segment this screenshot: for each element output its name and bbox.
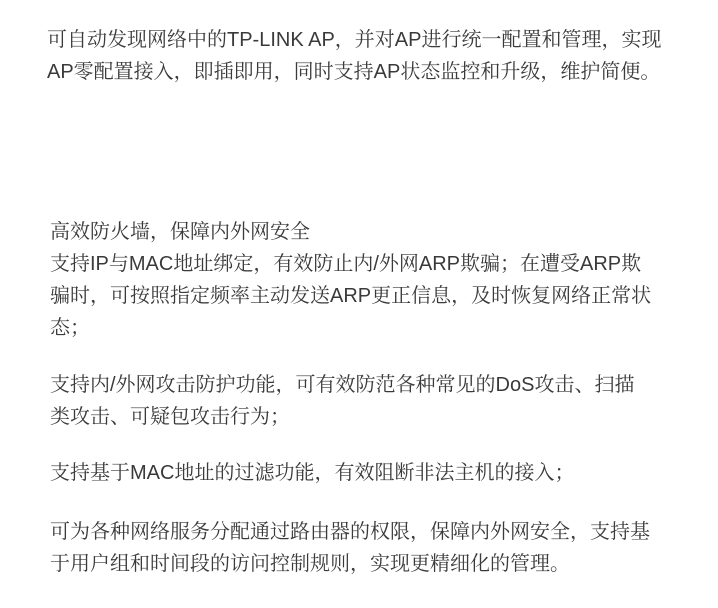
paragraph-firewall-section: [50, 216, 680, 344]
text-line: 支持基于MAC地址的过滤功能，有效阻断非法主机的接入；: [50, 462, 575, 484]
paragraph-attack-protection: [50, 369, 680, 433]
text-line: 支持内/外网攻击防护功能，可有效防范各种常见的DoS攻击、扫描: [50, 374, 635, 396]
text-line: 支持IP与MAC地址绑定，有效防止内/外网ARP欺骗；在遭受ARP欺: [50, 253, 642, 275]
text-line: 于用户组和时间段的访问控制规则，实现更精细化的管理。: [50, 553, 570, 575]
text-line: AP零配置接入，即插即用，同时支持AP状态监控和升级，维护简便。: [47, 61, 661, 83]
text-line: 骗时，可按照指定频率主动发送ARP更正信息，及时恢复网络正常状: [50, 285, 652, 307]
text-line: 可为各种网络服务分配通过路由器的权限，保障内外网安全，支持基: [50, 521, 650, 543]
paragraph-access-control: [50, 516, 680, 580]
paragraph-ap-management: [47, 0, 680, 88]
paragraph-mac-filter: [50, 457, 680, 489]
text-line: 态；: [50, 317, 90, 339]
text-line: 可自动发现网络中的TP-LINK AP，并对AP进行统一配置和管理，实现: [47, 29, 662, 51]
section-heading: 高效防火墙，保障内外网安全: [50, 221, 310, 243]
text-line: 类攻击、可疑包攻击行为；: [50, 406, 290, 428]
